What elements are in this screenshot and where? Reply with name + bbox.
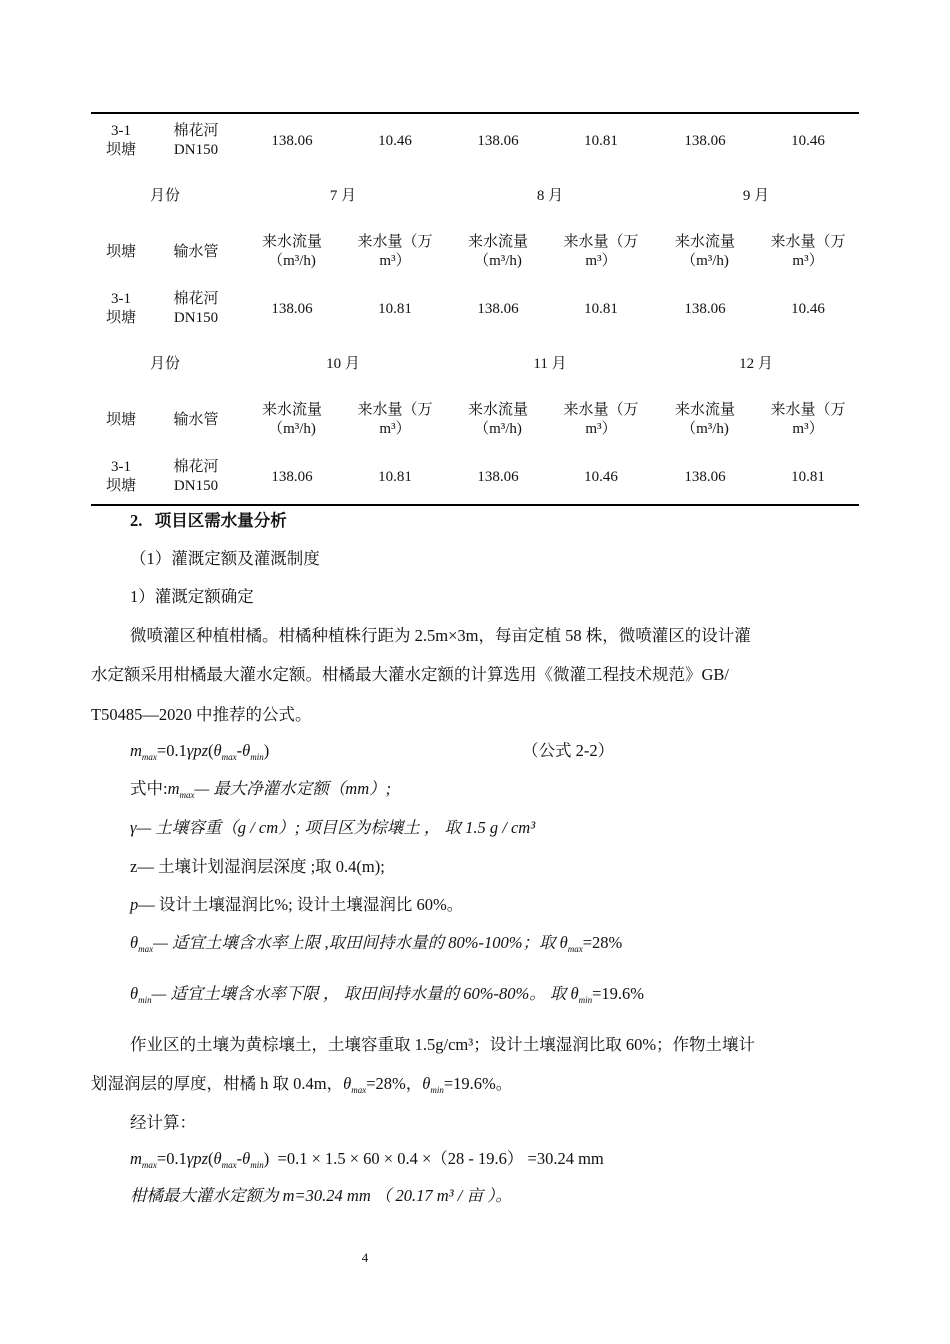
column-header-pipe: 输水管 (173, 244, 219, 260)
paragraph-line: 作业区的土壤为黄棕壤土，土壤容重取 1.5g/cm³；设计土壤湿润比取 60%；作物土壤计 (130, 1035, 756, 1054)
value-cell: 10.81 (584, 301, 618, 317)
column-header-volume: 来水量（万 m³） (770, 402, 846, 437)
month-header: 8 月 (536, 188, 564, 204)
month-header-label: 月份 (150, 188, 181, 204)
column-header-volume: 来水量（万 m³） (563, 402, 639, 437)
column-header-volume: 来水量（万 m³） (357, 402, 433, 437)
calc-label: 经计算： (130, 1113, 196, 1132)
value-cell: 10.46 (791, 301, 825, 317)
table-bottom-rule (91, 504, 859, 506)
value-cell: 10.81 (378, 469, 412, 485)
value-cell: 138.06 (271, 133, 313, 149)
paragraph-line: T50485—2020 中推荐的公式。 (91, 705, 312, 724)
paragraph-line: 划湿润层的厚度，柑橘 h 取 0.4m，$\theta_{max}=28\%$，$\theta_{min}=19.6\%$。 (91, 1074, 513, 1095)
value-cell: 10.46 (378, 133, 412, 149)
column-header-flow: 来水流量 （m³/h) (467, 402, 528, 437)
month-header: 11 月 (533, 356, 567, 372)
value-cell: 138.06 (477, 301, 519, 317)
column-header-flow: 来水流量 （m³/h) (674, 234, 735, 269)
month-header: 12 月 (739, 356, 773, 372)
column-header-volume: 来水量（万 m³） (770, 234, 846, 269)
definition-line: z— 土壤计划湿润层深度 ;取 0.4(m); (130, 857, 385, 876)
value-cell: 10.81 (791, 469, 825, 485)
column-header-volume: 来水量（万 m³） (563, 234, 639, 269)
value-cell: 138.06 (477, 133, 519, 149)
value-cell: 138.06 (271, 301, 313, 317)
section-heading: 2. 项目区需水量分析 (130, 511, 287, 530)
value-cell: 10.46 (584, 469, 618, 485)
value-cell: 10.81 (584, 133, 618, 149)
column-header-dam: 坝塘 (105, 244, 136, 260)
dam-cell: 3-1 坝塘 (105, 123, 136, 158)
column-header-pipe: 输水管 (173, 412, 219, 428)
paragraph-line: 水定额采用柑橘最大灌水定额。柑橘最大灌水定额的计算选用《微灌工程技术规范》GB/ (91, 665, 730, 684)
month-header: 10 月 (326, 356, 360, 372)
page-number: 4 (361, 1250, 369, 1265)
pipe-cell: 棉花河 DN150 (173, 123, 219, 158)
value-cell: 138.06 (271, 469, 313, 485)
month-header: 9 月 (742, 188, 770, 204)
result-line: 柑橘最大灌水定额为 m=30.24 mm （ 20.17 m³ / 亩 ）。 (130, 1186, 512, 1205)
value-cell: 10.81 (378, 301, 412, 317)
month-header-label: 月份 (150, 356, 181, 372)
formula: $m_{max}=0.1\gamma pz(\theta_{max}-\theta_{min})$ (130, 741, 270, 762)
pipe-cell: 棉花河 DN150 (173, 291, 219, 326)
value-cell: 138.06 (684, 133, 726, 149)
sub-heading: 1）灌溉定额确定 (130, 587, 254, 606)
value-cell: 138.06 (684, 469, 726, 485)
value-cell: 10.46 (791, 133, 825, 149)
calc-formula: $m_{max}=0.1\gamma pz(\theta_{max}-\theta_{min}) =0.1 \times 1.5 \times 60 \times 0.4 \times(28 - 19.6) =30.24$ mm (130, 1149, 604, 1170)
sub-heading: （1）灌溉定额及灌溉制度 (130, 549, 320, 568)
column-header-flow: 来水流量 （m³/h) (467, 234, 528, 269)
table-top-rule (91, 112, 859, 114)
column-header-flow: 来水流量 （m³/h) (261, 402, 322, 437)
column-header-dam: 坝塘 (105, 412, 136, 428)
definition-line: 式中$:m_{max}—$ 最大净灌水定额（mm）; (130, 779, 392, 800)
pipe-cell: 棉花河 DN150 (173, 459, 219, 494)
definition-line: γ— 土壤容重（g / cm）; 项目区为棕壤土 ， 取 1.5 g / cm³ (130, 818, 536, 837)
dam-cell: 3-1 坝塘 (105, 291, 136, 326)
value-cell: 138.06 (477, 469, 519, 485)
column-header-flow: 来水流量 （m³/h) (261, 234, 322, 269)
column-header-flow: 来水流量 （m³/h) (674, 402, 735, 437)
month-header: 7 月 (329, 188, 357, 204)
dam-cell: 3-1 坝塘 (105, 459, 136, 494)
column-header-volume: 来水量（万 m³） (357, 234, 433, 269)
value-cell: 138.06 (684, 301, 726, 317)
definition-line: $\theta_{min}—$ 适宜土壤含水率下限 ， 取田间持水量的 60%-80%。 取 $\theta_{min}=19.6\%$ (130, 984, 645, 1005)
definition-line: $\theta_{max}—$ 适宜土壤含水率上限 ,取田间持水量的 80%-100%；取 $\theta_{max}=28\%$ (130, 933, 623, 954)
paragraph-line: 微喷灌区种植柑橘。柑橘种植株行距为 2.5m×3m，每亩定植 58 株，微喷灌区的设计灌 (130, 626, 751, 645)
definition-line: p— 设计土壤湿润比%; 设计土壤湿润比 60%。 (130, 895, 464, 914)
formula-label: （公式 2-2） (522, 741, 615, 760)
